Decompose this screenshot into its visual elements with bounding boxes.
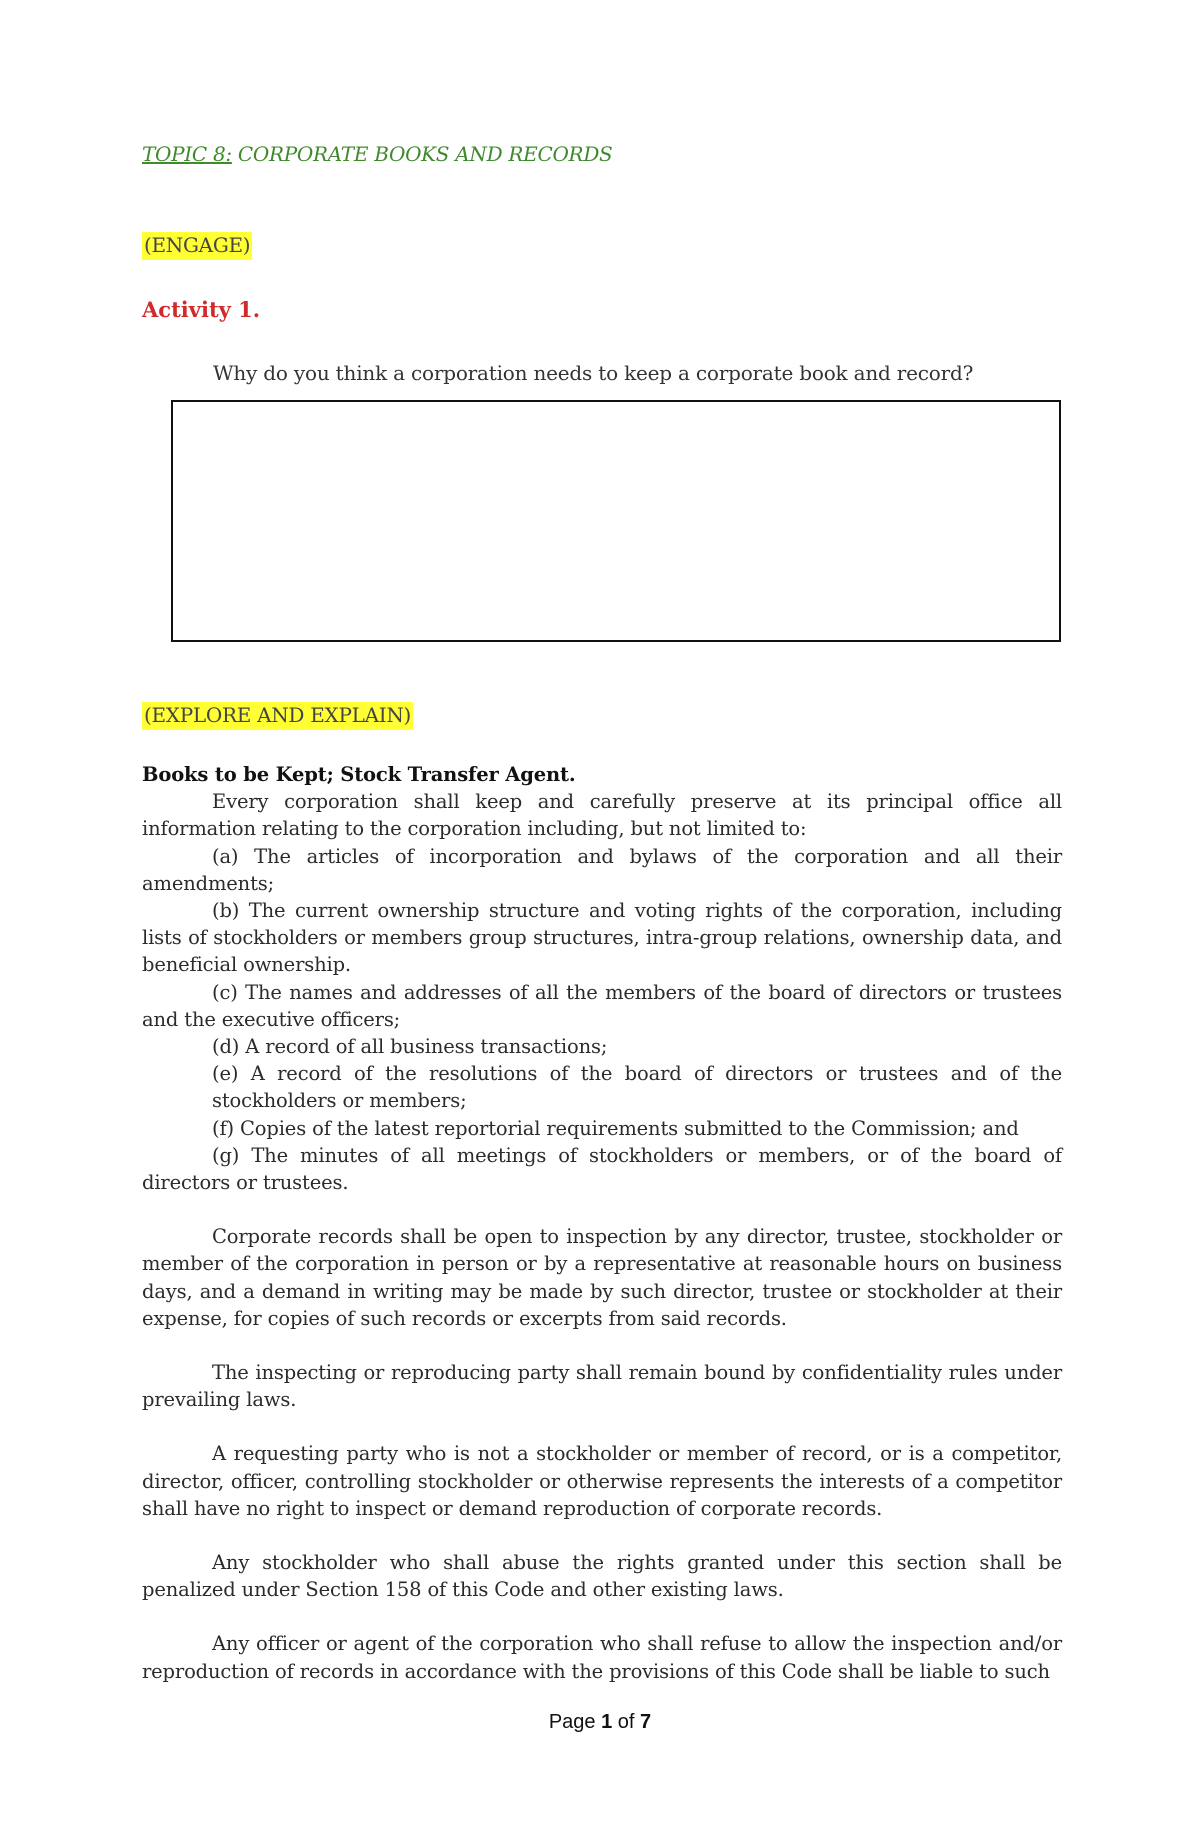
list-item-e: (e) A record of the resolutions of the board of directors or trustees and of the stockholders or members; — [212, 1062, 1062, 1113]
list-item-b: (b) The current ownership structure and voting rights of the corporation, including lists of stockholders or members group structures, intra-group relations, ownership data, and beneficial ownership. — [142, 899, 1062, 977]
activity-question: Why do you think a corporation needs to keep a corporate book and record? — [213, 361, 974, 385]
paragraph-inspection: Corporate records shall be open to inspection by any director, trustee, stockholder or member of the corporation in person or by a representative at reasonable hours on business days, and a demand in writing may be made by such director, trustee or stockholder at their expense, for copies of such records or excerpts from said records. — [142, 1225, 1062, 1330]
page-footer — [0, 1711, 1200, 1734]
section-heading: Books to be Kept; Stock Transfer Agent. — [142, 763, 576, 786]
list-item-a: (a) The articles of incorporation and bylaws of the corporation and all their amendments; — [142, 844, 1062, 895]
topic-heading — [142, 142, 612, 166]
explore-highlight: (EXPLORE AND EXPLAIN) — [142, 702, 413, 730]
page-number: 1 — [601, 1711, 613, 1733]
paragraph-confidentiality: The inspecting or reproducing party shall remain bound by confidentiality rules under prevailing laws. — [142, 1361, 1062, 1412]
of-word: of — [617, 1711, 635, 1733]
section-body — [142, 761, 1062, 1685]
topic-title: CORPORATE BOOKS AND RECORDS — [231, 142, 613, 166]
list-item-f: (f) Copies of the latest reportorial requirements submitted to the Commission; and — [212, 1116, 1019, 1140]
list-item-c: (c) The names and addresses of all the members of the board of directors or trustees and the executive officers; — [142, 980, 1062, 1031]
section-intro: Every corporation shall keep and carefully preserve at its principal office all information relating to the corporation including, but not limited to: — [142, 790, 1062, 841]
engage-highlight: (ENGAGE) — [142, 232, 252, 260]
paragraph-abuse: Any stockholder who shall abuse the rights granted under this section shall be penalized under Section 158 of this Code and other existing laws. — [142, 1551, 1062, 1602]
topic-label: TOPIC 8: — [142, 142, 232, 166]
page-word: Page — [548, 1711, 596, 1733]
list-item-g: (g) The minutes of all meetings of stockholders or members, or of the board of directors or trustees. — [142, 1143, 1062, 1195]
paragraph-officer-liability: Any officer or agent of the corporation who shall refuse to allow the inspection and/or reproduction of records in accordance with the provisions of this Code shall be liable to such — [142, 1632, 1062, 1683]
engage-section-label — [142, 233, 252, 257]
answer-box[interactable] — [171, 400, 1061, 642]
activity-title: Activity 1. — [142, 297, 261, 322]
explore-section-label — [142, 703, 413, 727]
list-item-d: (d) A record of all business transactions; — [212, 1035, 608, 1059]
paragraph-requesting-party: A requesting party who is not a stockholder or member of record, or is a competitor, director, officer, controlling stockholder or otherwise represents the interests of a competitor shall have no right to inspect or demand reproduction of corporate records. — [142, 1442, 1062, 1520]
page-total: 7 — [640, 1711, 652, 1733]
